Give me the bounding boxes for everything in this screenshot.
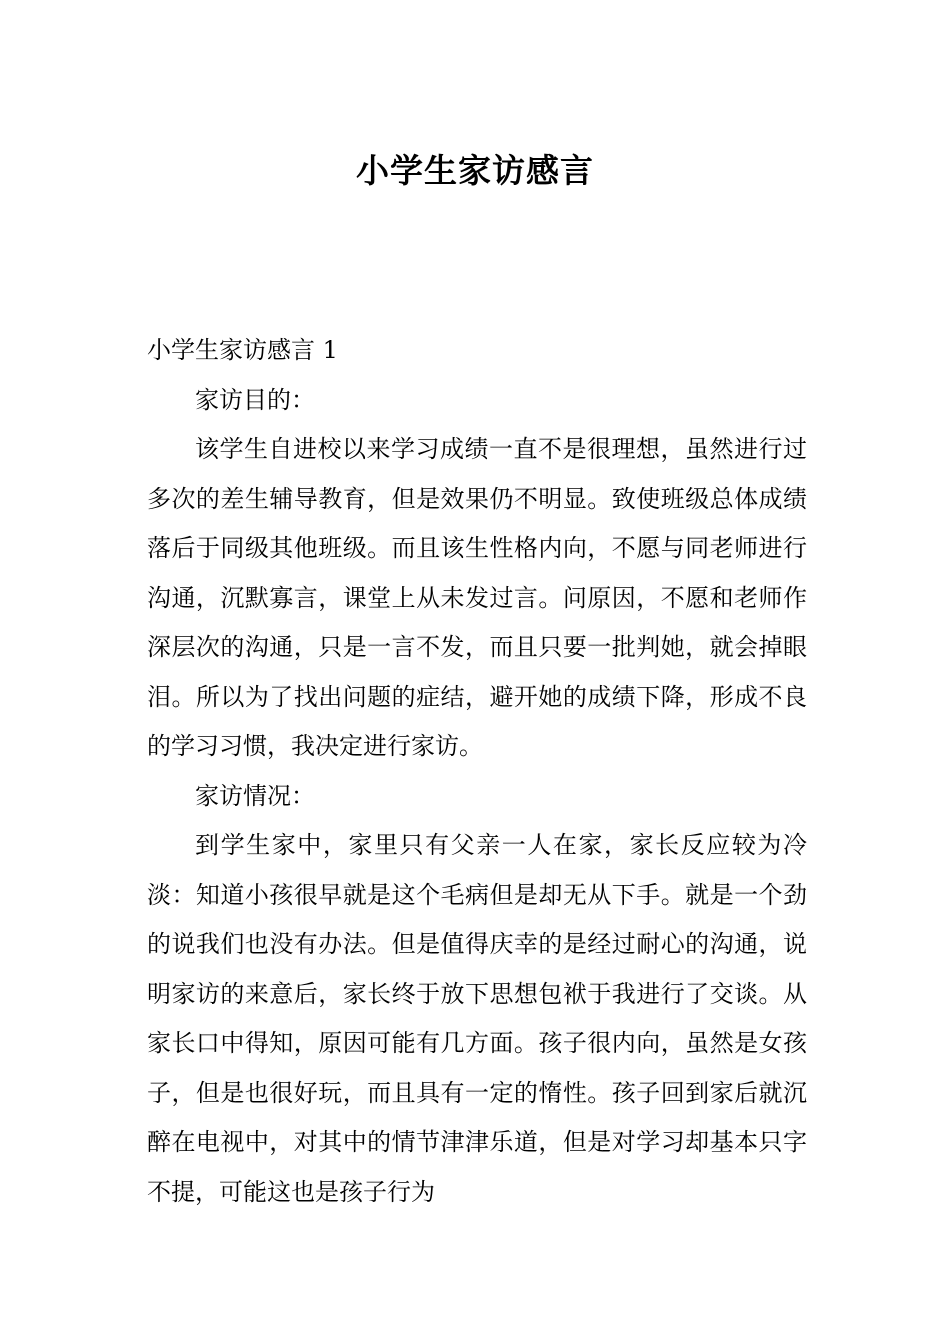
paragraph-visit-situation: 到学生家中，家里只有父亲一人在家，家长反应较为冷淡：知道小孩很早就是这个毛病但是却无从下手。就是一个劲的说我们也没有办法。但是值得庆幸的是经过耐心的沟通，说明家访的来意后，家长终于放下思想包袱于我进行了交谈。从家长口中得知，原因可能有几方面。孩子很内向，虽然是女孩子，但是也很好玩，而且具有一定的惰性。孩子回到家后就沉醉在电视中，对其中的情节津津乐道，但是对学习却基本只字不提，可能这也是孩子行为 <box>147 831 807 1206</box>
label-visit-purpose: 家访目的： <box>195 385 315 414</box>
document-title: 小学生家访感言 <box>356 151 594 191</box>
label-visit-situation: 家访情况： <box>195 781 315 810</box>
paragraph-visit-purpose: 该学生自进校以来学习成绩一直不是很理想，虽然进行过多次的差生辅导教育，但是效果仍不明显。致使班级总体成绩落后于同级其他班级。而且该生性格内向，不愿与同老师进行沟通，沉默寡言，课堂上从未发过言。问原因，不愿和老师作深层次的沟通，只是一言不发，而且只要一批判她，就会掉眼泪。所以为了找出问题的症结，避开她的成绩下降，形成不良的学习习惯，我决定进行家访。 <box>147 435 807 760</box>
section-heading: 小学生家访感言 1 <box>147 336 338 364</box>
document-body <box>147 326 807 1217</box>
